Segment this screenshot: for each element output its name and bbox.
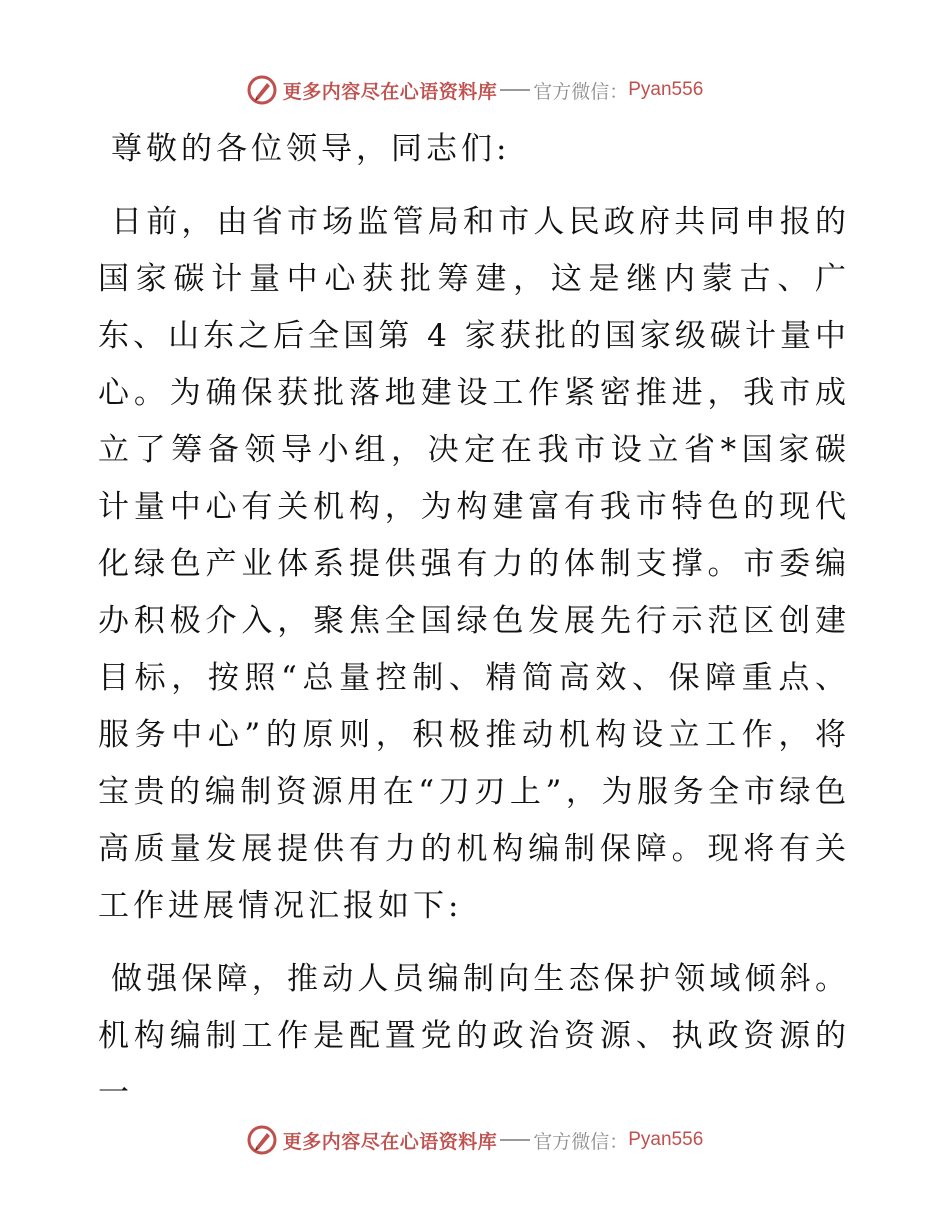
footer-banner (0, 1120, 950, 1160)
text-line: 在“刀刃上”，为服务全市绿色高质量发展提供有 (98, 774, 850, 867)
text-line: 焦全国绿色发展先行示范区创建目标，按照“总量 (98, 603, 851, 696)
text-line: 山东之后全国第 4 家获批的国家级碳计量中心。为 (98, 318, 851, 411)
intro-paragraph (98, 194, 850, 935)
header-contact-label: 官方微信： (533, 80, 629, 103)
footer-site-name: 更多内容尽在心语资料库 (282, 1130, 498, 1153)
text-line: 下: (413, 888, 463, 924)
text-line: 机构编制工作是配置党的政治资源、执政资源的一 (98, 1018, 850, 1111)
text-line: 系提供强有力的体制支撑。市委编办积极介入，聚 (98, 546, 851, 639)
pen-logo-icon (247, 75, 277, 105)
section-heading: 做强保障，推动人员编制向生态保护领域倾斜。 (111, 961, 850, 997)
footer-contact-id: Pyan556 (628, 1129, 704, 1150)
salutation: 尊敬的各位领导，同志们: (111, 131, 511, 167)
section-paragraph (98, 951, 850, 1122)
header-contact-id: Pyan556 (628, 79, 704, 100)
text-line: 积极推动机构设立工作，将宝贵的编制资源用 (98, 717, 850, 810)
text-line: 国家碳计量中心获批筹建，这是继内蒙古、广东、 (98, 261, 850, 354)
header-banner (0, 70, 950, 110)
footer-divider (500, 1139, 530, 1141)
pen-logo-icon (247, 1125, 277, 1155)
footer-contact-label: 官方微信： (533, 1130, 629, 1153)
text-line: 领导小组，决定在我市设立省*国家碳计量中心有 (98, 432, 850, 525)
text-line: 确保获批落地建设工作紧密推进，我市成立了筹备 (98, 375, 851, 468)
text-line: 控制、精简高效、保障重点、服务中心”的原则， (98, 660, 851, 753)
header-divider (500, 89, 530, 91)
header-site-name: 更多内容尽在心语资料库 (282, 80, 498, 103)
text-line: 关机构，为构建富有我市特色的现代化绿色产业体 (98, 489, 850, 582)
text-line: 日前，由省市场监管局和市人民政府共同申报的 (111, 204, 850, 240)
text-line: 力的机构编制保障。现将有关工作进展情况汇报如 (98, 831, 851, 924)
document-body (98, 121, 850, 1122)
